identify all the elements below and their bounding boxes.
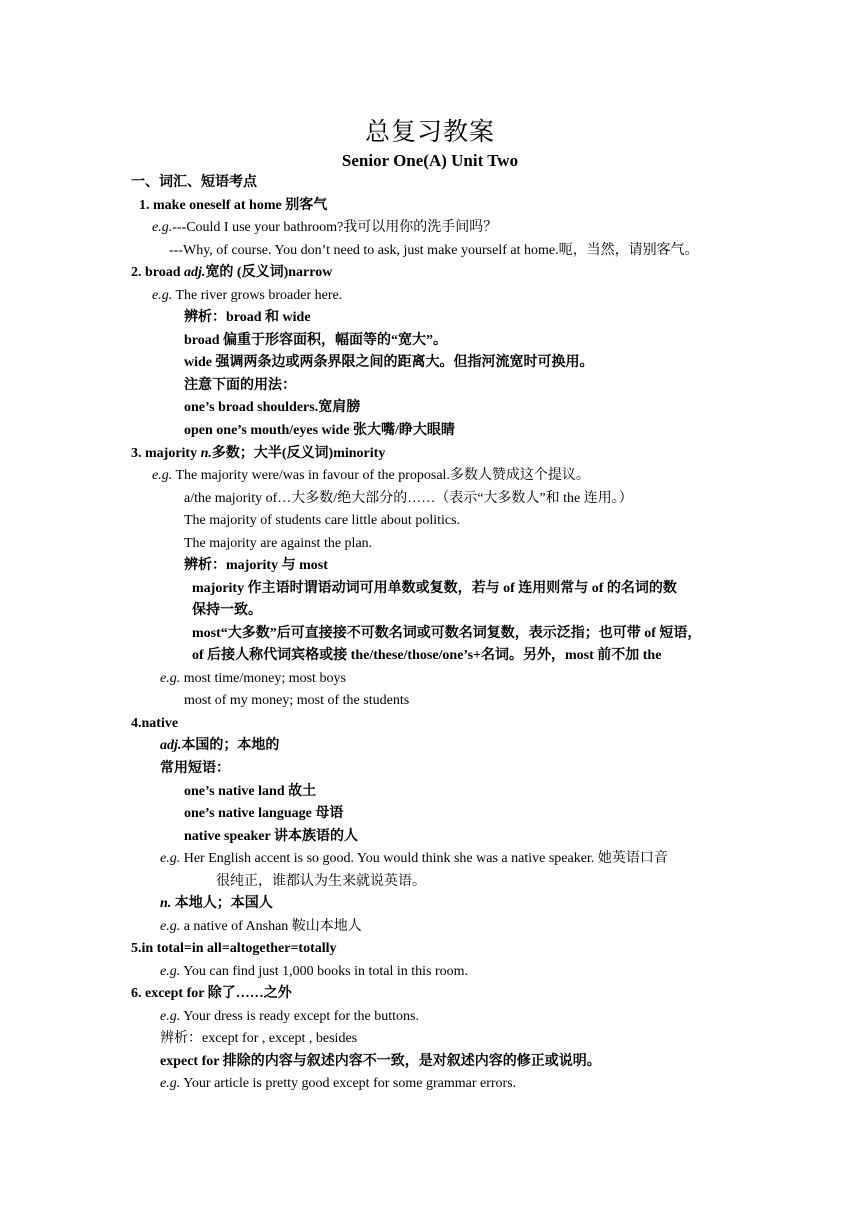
item-3-example <box>160 670 346 688</box>
part-of-speech: adj. <box>184 265 206 280</box>
item-heading-rest: 多数；大半(反义词)minority <box>211 446 386 461</box>
item-4-phrase: native speaker 讲本族语的人 <box>184 829 358 844</box>
item-4-phrases-label: 常用短语： <box>160 761 230 776</box>
example-text: The majority were/was in favour of the proposal.多数人赞成这个提议。 <box>172 468 590 483</box>
eg-label: e.g. <box>160 1076 181 1091</box>
item-3-example: The majority are against the plan. <box>184 536 373 551</box>
item-number: 3. majority <box>131 446 201 461</box>
item-4-phrase: one’s native land 故土 <box>184 784 317 799</box>
item-4-example-cont: 很纯正，谁都认为生来就说英语。 <box>216 874 426 889</box>
item-2-note: wide 强调两条边或两条界限之间的距离大。但指河流宽时可换用。 <box>184 355 594 370</box>
item-1-example <box>152 219 497 237</box>
item-3-note: of 后接人称代词宾格或接 the/these/those/one’s+名词。另外，most 前不加 the <box>192 648 662 663</box>
example-text: a native of Anshan 鞍山本地人 <box>180 919 362 934</box>
sense-text: 本国的；本地的 <box>181 738 280 753</box>
eg-label: e.g. <box>160 964 181 979</box>
item-3-example: most of my money; most of the students <box>184 693 410 708</box>
item-3-note: 辨析：majority 与 most <box>184 558 328 573</box>
document-subtitle: Senior One(A) Unit Two <box>341 151 519 170</box>
item-6-example <box>160 1075 516 1093</box>
example-text: Your dress is ready except for the buttons. <box>180 1009 419 1024</box>
item-4-example <box>160 918 362 936</box>
item-4-sense <box>160 895 273 913</box>
eg-label: e.g. <box>160 671 181 686</box>
item-2-example <box>152 287 342 305</box>
example-text: The river grows broader here. <box>172 288 343 303</box>
item-6-heading: 6. except for 除了……之外 <box>131 986 292 1001</box>
section-heading: 一、词汇、短语考点 <box>131 175 257 190</box>
sense-text: 本地人；本国人 <box>171 896 273 911</box>
eg-label: e.g. <box>160 851 181 866</box>
item-6-note: expect for 排除的内容与叙述内容不一致，是对叙述内容的修正或说明。 <box>160 1054 601 1069</box>
item-5-example <box>160 963 468 981</box>
item-3-example: The majority of students care little about politics. <box>184 513 461 528</box>
item-1-example-reply: ---Why, of course. You don’t need to ask, just make yourself at home.呃，当然，请别客气。 <box>169 243 699 258</box>
item-3-note: most“大多数”后可直接接不可数名词或可数名词复数，表示泛指；也可带 of 短语， <box>192 626 702 641</box>
item-2-note: open one’s mouth/eyes wide 张大嘴/睁大眼睛 <box>184 423 455 438</box>
item-3-example <box>152 467 590 485</box>
item-3-heading <box>131 445 385 463</box>
item-4-heading: 4.native <box>131 716 179 731</box>
item-6-note: 辨析：except for , except , besides <box>160 1031 358 1046</box>
part-of-speech: adj. <box>160 738 182 753</box>
item-number: 2. broad <box>131 265 185 280</box>
item-2-note: 注意下面的用法： <box>184 378 296 393</box>
item-2-note: one’s broad shoulders.宽肩膀 <box>184 400 361 415</box>
item-3-note: 保持一致。 <box>192 603 262 618</box>
item-4-example <box>160 850 668 868</box>
part-of-speech: n. <box>160 896 172 911</box>
part-of-speech: n. <box>200 446 212 461</box>
item-3-example: a/the majority of…大多数/绝大部分的……（表示“大多数人”和 the 连用。） <box>184 491 633 506</box>
example-text: most time/money; most boys <box>180 671 346 686</box>
item-1-heading: 1. make oneself at home 别客气 <box>139 198 328 213</box>
item-6-example <box>160 1008 419 1026</box>
document-title: 总复习教案 <box>364 117 495 146</box>
example-text: You can find just 1,000 books in total in this room. <box>180 964 469 979</box>
eg-label: e.g. <box>152 220 173 235</box>
item-5-heading: 5.in total=in all=altogether=totally <box>131 941 337 956</box>
item-2-note: broad 偏重于形容面积，幅面等的“宽大”。 <box>184 333 448 348</box>
item-2-note: 辨析：broad 和 wide <box>184 310 311 325</box>
example-text: ---Could I use your bathroom?我可以用你的洗手间吗？ <box>172 220 498 235</box>
eg-label: e.g. <box>152 468 173 483</box>
eg-label: e.g. <box>160 1009 181 1024</box>
example-text: Your article is pretty good except for some grammar errors. <box>180 1076 517 1091</box>
eg-label: e.g. <box>160 919 181 934</box>
example-text: Her English accent is so good. You would think she was a native speaker. 她英语口音 <box>180 851 668 866</box>
item-4-sense <box>160 737 279 755</box>
eg-label: e.g. <box>152 288 173 303</box>
item-2-heading <box>131 264 332 282</box>
item-heading-rest: 宽的 (反义词)narrow <box>205 265 333 280</box>
item-3-note: majority 作主语时谓语动词可用单数或复数，若与 of 连用则常与 of 的名词的数 <box>192 581 677 596</box>
item-4-phrase: one’s native language 母语 <box>184 806 344 821</box>
